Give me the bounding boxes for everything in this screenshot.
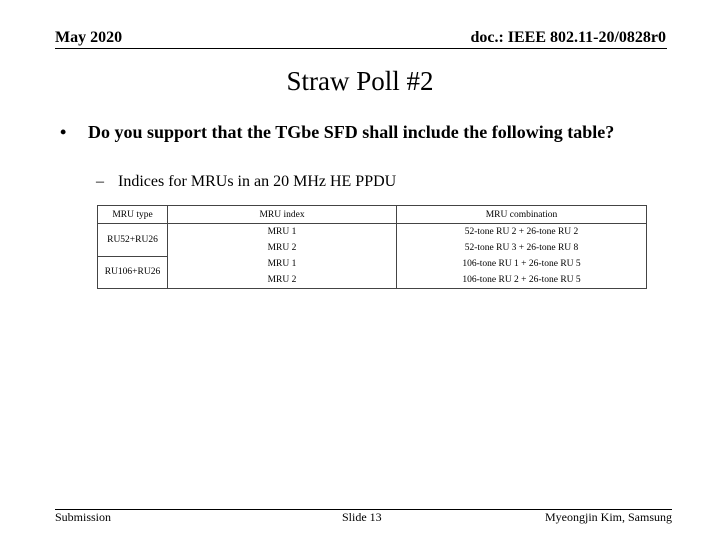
mru-table: [97, 205, 647, 289]
mru-combination-cell: 106-tone RU 2 + 26-tone RU 5: [397, 272, 647, 289]
mru-combination-cell: 52-tone RU 3 + 26-tone RU 8: [397, 240, 647, 256]
table-row: [98, 256, 647, 272]
mru-combination-cell: 106-tone RU 1 + 26-tone RU 5: [397, 256, 647, 272]
header-mru-type: MRU type: [98, 206, 168, 224]
footer-submission: Submission: [55, 510, 112, 524]
header-divider: [55, 48, 667, 49]
mru-index-cell: MRU 1: [168, 224, 397, 241]
table-row: [98, 240, 647, 256]
header-doc-id: doc.: IEEE 802.11-20/0828r0: [470, 29, 666, 46]
mru-index-cell: MRU 2: [168, 240, 397, 256]
sub-bullet-text: Indices for MRUs in an 20 MHz HE PPDU: [118, 173, 397, 190]
bullet-marker: •: [60, 122, 67, 142]
bullet-text: Do you support that the TGbe SFD shall include the following table?: [88, 122, 615, 142]
table-row: [98, 224, 647, 241]
sub-bullet-item: [96, 172, 396, 192]
header-date: May 2020: [55, 29, 123, 46]
table-row: [98, 272, 647, 289]
mru-index-cell: MRU 2: [168, 272, 397, 289]
footer-author: Myeongjin Kim, Samsung: [544, 510, 672, 524]
header-mru-index: MRU index: [168, 206, 397, 224]
mru-type-cell: RU106+RU26: [98, 256, 168, 289]
footer-slide-number: Slide 13: [342, 510, 382, 524]
sub-bullet-marker: –: [96, 173, 104, 190]
header-mru-combination: MRU combination: [397, 206, 647, 224]
slide-title: Straw Poll #2: [286, 66, 434, 96]
mru-index-cell: MRU 1: [168, 256, 397, 272]
mru-combination-cell: 52-tone RU 2 + 26-tone RU 2: [397, 224, 647, 241]
mru-type-cell: RU52+RU26: [98, 224, 168, 257]
table-header-row: [98, 206, 647, 224]
